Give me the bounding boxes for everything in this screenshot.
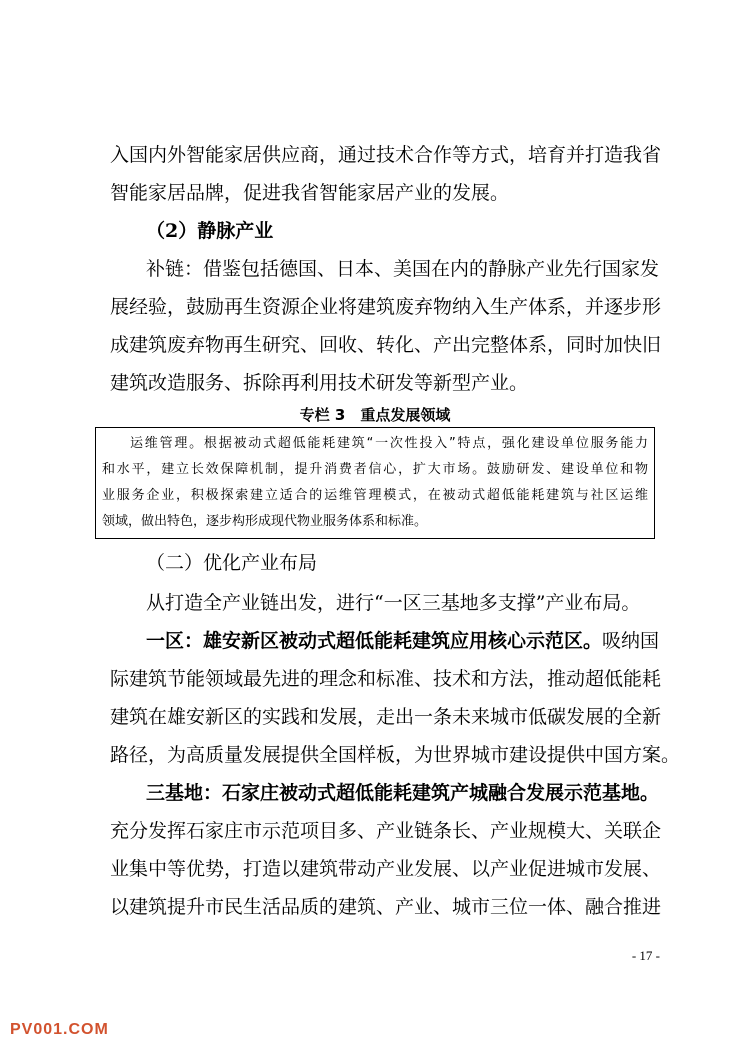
jingmai-line-2: 展经验，鼓励再生资源企业将建筑废弃物纳入生产体系，并逐步形 (110, 296, 662, 318)
subheading-jingmai: （2）静脉产业 (146, 220, 274, 242)
jingmai-line-4: 建筑改造服务、拆除再利用技术研发等新型产业。 (110, 372, 529, 394)
yiqu-line-4: 路径，为高质量发展提供全国样板，为世界城市建设提供中国方案。 (110, 744, 681, 766)
column-box (95, 427, 655, 539)
box-line-3: 业服务企业，积极探索建立适合的运维管理模式，在被动式超低能耗建筑与社区运维 (102, 488, 648, 503)
sanjidi-line-2: 业集中等优势，打造以建筑带动产业发展、以产业促进城市发展、 (110, 858, 662, 880)
yiqu-rest-text: 吸纳国 (602, 630, 660, 652)
layout-intro: 从打造全产业链出发，进行“一区三基地多支撑”产业布局。 (146, 592, 641, 614)
page-number: - 17 - (631, 948, 660, 963)
jingmai-line-3: 成建筑废弃物再生研究、回收、转化、产出完整体系，同时加快旧 (110, 334, 662, 356)
box-line-4: 领域，做出特色，逐步构形成现代物业服务体系和标准。 (102, 514, 428, 529)
yiqu-line-1 (146, 627, 660, 655)
body-line-2: 智能家居品牌，促进我省智能家居产业的发展。 (110, 182, 510, 204)
column-title: 专栏 3 重点发展领域 (299, 406, 451, 424)
section-heading: （二）优化产业布局 (146, 552, 318, 574)
yiqu-line-3: 建筑在雄安新区的实践和发展，走出一条未来城市低碳发展的全新 (110, 706, 662, 728)
box-line-1: 运维管理。根据被动式超低能耗建筑“一次性投入”特点，强化建设单位服务能力 (130, 436, 648, 451)
sanjidi-line-3: 以建筑提升市民生活品质的建筑、产业、城市三位一体、融合推进 (110, 896, 662, 918)
yiqu-line-2: 际建筑节能领域最先进的理念和标准、技术和方法，推动超低能耗 (110, 668, 662, 690)
sanjidi-line-1: 充分发挥石家庄市示范项目多、产业链条长、产业规模大、关联企 (110, 820, 662, 842)
jingmai-line-1: 补链：借鉴包括德国、日本、美国在内的静脉产业先行国家发 (146, 258, 660, 280)
box-line-2: 和水平，建立长效保障机制，提升消费者信心，扩大市场。鼓励研发、建设单位和物 (102, 462, 648, 477)
body-line-1: 入国内外智能家居供应商，通过技术合作等方式，培育并打造我省 (110, 144, 662, 166)
yiqu-bold-text: 一区：雄安新区被动式超低能耗建筑应用核心示范区。 (146, 630, 603, 652)
sanjidi-heading: 三基地：石家庄被动式超低能耗建筑产城融合发展示范基地。 (146, 782, 660, 804)
watermark-logo: PV001.COM (10, 1021, 109, 1038)
